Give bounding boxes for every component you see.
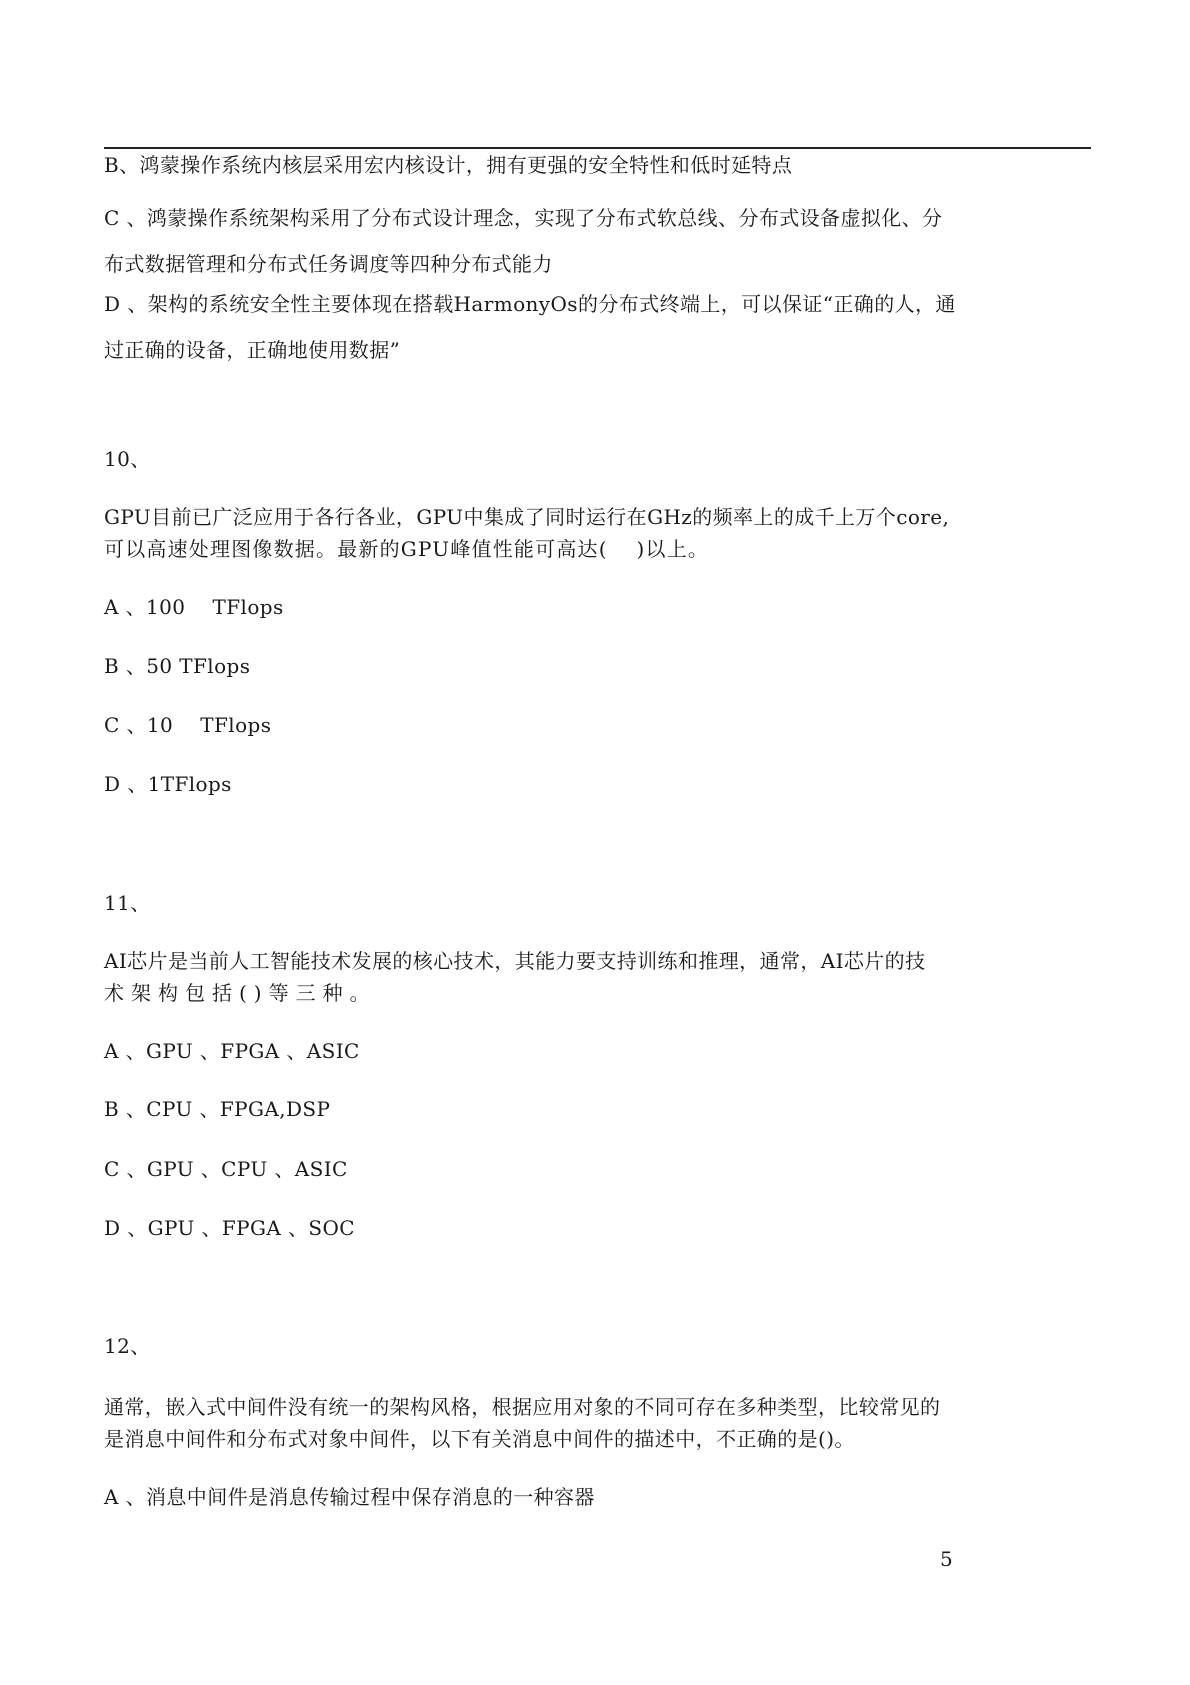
- q9-option-d-line2: 过正确的设备，正确地使用数据”: [104, 338, 401, 362]
- q11-option-d: D 、GPU 、FPGA 、SOC: [104, 1216, 355, 1240]
- q9-option-d-line1: D 、架构的系统安全性主要体现在搭载HarmonyOs的分布式终端上，可以保证“正确的人，通: [104, 292, 956, 316]
- q10-option-b: B 、50 TFlops: [104, 654, 251, 678]
- q12-stem-line1: 通常，嵌入式中间件没有统一的架构风格，根据应用对象的不同可存在多种类型，比较常见的: [104, 1395, 941, 1419]
- page-number: 5: [940, 1547, 953, 1571]
- q12-stem-line2: 是消息中间件和分布式对象中间件，以下有关消息中间件的描述中，不正确的是()。: [104, 1427, 855, 1451]
- q9-option-c-line1: C 、鸿蒙操作系统架构采用了分布式设计理念，实现了分布式软总线、分布式设备虚拟化、分: [104, 206, 943, 230]
- q9-option-b: B、鸿蒙操作系统内核层采用宏内核设计，拥有更强的安全特性和低时延特点: [104, 153, 793, 177]
- q11-option-c: C 、GPU 、CPU 、ASIC: [104, 1157, 348, 1181]
- q11-option-b: B 、CPU 、FPGA,DSP: [104, 1097, 331, 1121]
- q10-number: 10、: [104, 447, 151, 471]
- q11-stem-line2: 术架构包括()等三种。: [104, 981, 377, 1005]
- q10-option-c: C 、10 TFlops: [104, 713, 272, 737]
- q11-stem-line1: AI芯片是当前人工智能技术发展的核心技术，其能力要支持训练和推理，通常，AI芯片的技: [104, 949, 926, 973]
- q12-number: 12、: [104, 1334, 151, 1358]
- q9-option-c-line2: 布式数据管理和分布式任务调度等四种分布式能力: [104, 252, 553, 276]
- q11-option-a: A 、GPU 、FPGA 、ASIC: [104, 1039, 360, 1063]
- q11-number: 11、: [104, 891, 151, 915]
- q12-option-a: A 、消息中间件是消息传输过程中保存消息的一种容器: [104, 1485, 595, 1509]
- q10-option-d: D 、1TFlops: [104, 772, 232, 796]
- q10-stem-line2: 可以高速处理图像数据。最新的GPU峰值性能可高达( )以上。: [104, 537, 710, 561]
- q10-stem-line1: GPU目前已广泛应用于各行各业，GPU中集成了同时运行在GHz的频率上的成千上万个core,: [104, 505, 950, 529]
- q10-option-a: A 、100 TFlops: [104, 595, 284, 619]
- header-rule: [104, 147, 1091, 149]
